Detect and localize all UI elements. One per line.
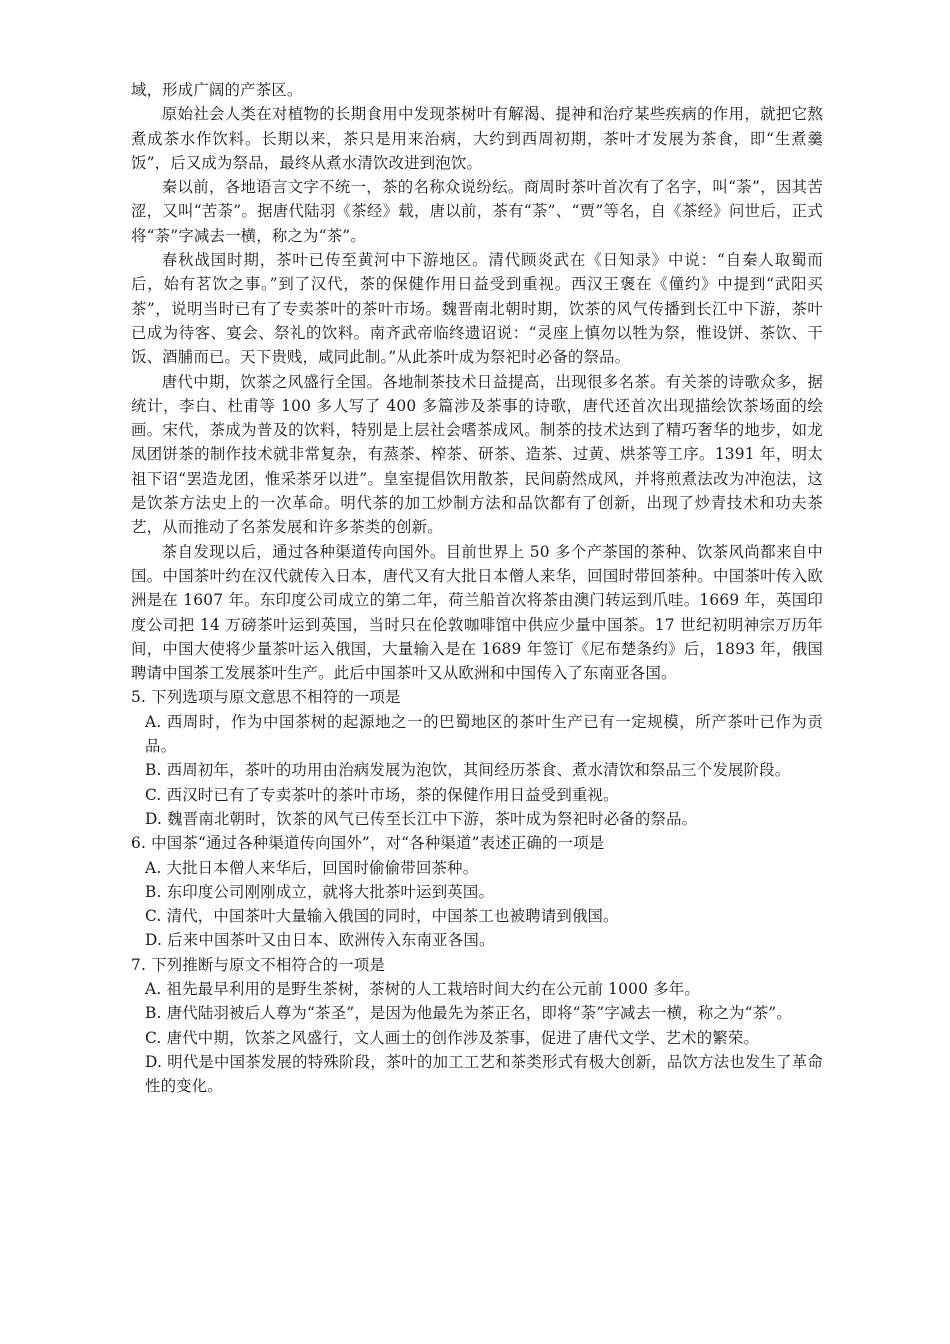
- option-c: C. 唐代中期，饮茶之风盛行，文人画士的创作涉及茶事，促进了唐代文学、艺术的繁荣。: [145, 1028, 760, 1047]
- option-d: D. 明代是中国茶发展的特殊阶段，茶叶的加工工艺和茶类形式有极大创新，品饮方法也发生了革命性的变化。: [145, 1052, 823, 1096]
- reading-passage: [131, 78, 823, 685]
- passage-paragraph: 茶自发现以后，通过各种渠道传向国外。目前世界上 50 多个产茶国的茶种、饮茶风尚都来自中国。中国茶叶约在汉代就传入日本，唐代又有大批日本僧人来华，回国时带回茶种。中国茶叶传入欧洲是在 1607 年。东印度公司成立的第二年，荷兰船首次将茶由澳门转运到爪哇。1669 年，英国印度公司把 14 万磅茶叶运到英国，当时只在伦敦咖啡馆中供应少量中国茶。17 世纪初明神宗万历年间，中国大使将少量茶叶运入俄国，大量输入是在 1689 年签订《尼布楚条约》后，1893 年，俄国聘请中国茶工发展茶叶生产。此后中国茶叶又从欧洲和中国传入了东南亚各国。: [131, 542, 823, 683]
- question-stem: 5. 下列选项与原文意思不相符的一项是: [131, 688, 401, 707]
- option-b: B. 东印度公司刚刚成立，就将大批茶叶运到英国。: [145, 882, 495, 901]
- question-6: [131, 831, 823, 952]
- option-a: A. 大批日本僧人来华后，回国时偷偷带回茶种。: [145, 858, 479, 877]
- option-b: B. 唐代陆羽被后人尊为“茶圣”，是因为他最先为茶正名，即将“荼”字减去一横，称之为“茶”。: [145, 1004, 792, 1023]
- passage-paragraph: 唐代中期，饮茶之风盛行全国。各地制茶技术日益提高，出现很多名茶。有关茶的诗歌众多，据统计，李白、杜甫等 100 多人写了 400 多篇涉及茶事的诗歌，唐代还首次出现描绘饮茶场面的绘画。宋代，茶成为普及的饮料，特别是上层社会嗜茶成风。制茶的技术达到了精巧奢华的地步，如龙凤团饼茶的制作技术就非常复杂，有蒸茶、榨茶、研茶、造茶、过黄、烘茶等工序。1391 年，明太祖下诏“罢造龙团，惟采茶牙以进”。皇室提倡饮用散茶，民间蔚然成风，并将煎煮法改为冲泡法，这是饮茶方法史上的一次革命。明代茶的加工炒制方法和品饮都有了创新，出现了炒青技术和功夫茶艺，从而推动了名茶发展和许多茶类的创新。: [131, 372, 823, 537]
- option-c: C. 西汉时已有了专卖茶叶的茶叶市场，茶的保健作用日益受到重视。: [145, 785, 619, 804]
- option-d: D. 后来中国茶叶又由日本、欧洲传入东南亚各国。: [145, 931, 495, 950]
- option-a: A. 祖先最早利用的是野生茶树，茶树的人工栽培时间大约在公元前 1000 多年。: [145, 979, 700, 998]
- question-7: [131, 953, 823, 1099]
- question-stem: 7. 下列推断与原文不相符合的一项是: [131, 955, 386, 974]
- passage-paragraph-continued: 域，形成广阔的产茶区。: [131, 81, 303, 99]
- document-page: [131, 78, 823, 1098]
- passage-paragraph: 秦以前，各地语言文字不统一，茶的名称众说纷纭。商周时茶叶首次有了名字，叫“荼”，因其苦涩，又叫“苦荼”。据唐代陆羽《茶经》载，唐以前，茶有“荼”、“贾”等名，自《茶经》问世后，正式将“荼”字减去一横，称之为“茶”。: [131, 178, 823, 245]
- option-c: C. 清代，中国茶叶大量输入俄国的同时，中国茶工也被聘请到俄国。: [145, 907, 619, 926]
- passage-paragraph: 原始社会人类在对植物的长期食用中发现茶树叶有解渴、提神和治疗某些疾病的作用，就把它熬煮成茶水作饮料。长期以来，茶只是用来治病，大约到西周初期，茶叶才发展为茶食，即“生煮羹饭”，后又成为祭品，最终从煮水清饮改进到泡饮。: [131, 105, 823, 172]
- question-stem: 6. 中国茶“通过各种渠道传向国外”，对“各种渠道”表述正确的一项是: [131, 834, 605, 853]
- question-5: [131, 685, 823, 831]
- option-a: A. 西周时，作为中国茶树的起源地之一的巴蜀地区的茶叶生产已有一定规模，所产茶叶已作为贡品。: [145, 712, 823, 756]
- passage-paragraph: 春秋战国时期，茶叶已传至黄河中下游地区。清代顾炎武在《日知录》中说：“自秦人取蜀而后，始有茗饮之事。”到了汉代，茶的保健作用日益受到重视。西汉王褒在《僮约》中提到“武阳买茶”，说明当时已有了专卖茶叶的茶叶市场。魏晋南北朝时期，饮茶的风气传播到长江中下游，茶叶已成为待客、宴会、祭礼的饮料。南齐武帝临终遗诏说：“灵座上慎勿以牲为祭，惟设饼、茶饮、干饭、酒脯而已。天下贵贱，咸同此制。”从此茶叶成为祭祀时必备的祭品。: [131, 251, 823, 367]
- option-b: B. 西周初年，茶叶的功用由治病发展为泡饮，其间经历茶食、煮水清饮和祭品三个发展阶段。: [145, 761, 791, 780]
- option-d: D. 魏晋南北朝时，饮茶的风气已传至长江中下游，茶叶成为祭祀时必备的祭品。: [145, 809, 698, 828]
